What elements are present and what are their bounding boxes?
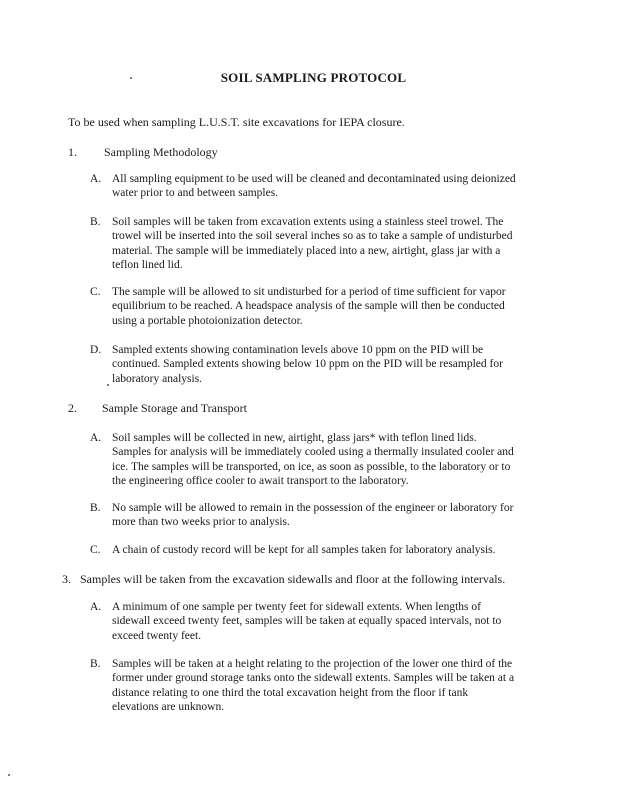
intro-text: To be used when sampling L.U.S.T. site excavations for IEPA closure. xyxy=(68,115,405,129)
item-line: Sampled extents showing contamination levels above 10 ppm on the PID will be xyxy=(112,344,484,356)
item-line: elevations are unknown. xyxy=(112,701,225,714)
item-line: more than two weeks prior to analysis. xyxy=(112,516,290,529)
section-title: Sample Storage and Transport xyxy=(102,401,247,415)
scan-speck xyxy=(8,774,10,776)
item-letter: B. xyxy=(90,502,101,514)
item-line: A minimum of one sample per twenty feet for sidewall extents. When lengths of xyxy=(112,601,481,613)
item-line: teflon lined lid. xyxy=(112,259,183,272)
item-letter: A. xyxy=(90,173,102,185)
section-number: 1. xyxy=(68,145,77,159)
item-letter: B. xyxy=(90,216,101,228)
scan-speck xyxy=(130,77,132,79)
item-line: A chain of custody record will be kept for all samples taken for laboratory analysis. xyxy=(112,544,496,556)
section-number: 2. xyxy=(68,401,77,415)
section-title: Samples will be taken from the excavation sidewalls and floor at the following intervals. xyxy=(80,572,506,586)
item-letter: B. xyxy=(90,658,101,670)
item-line: All sampling equipment to be used will be cleaned and decontaminated using deionized xyxy=(112,173,516,185)
item-line: No sample will be allowed to remain in the possession of the engineer or laboratory for xyxy=(112,502,514,514)
item-line: equilibrium to be reached. A headspace analysis of the sample will then be conducted xyxy=(112,300,505,313)
document-title: SOIL SAMPLING PROTOCOL xyxy=(220,70,407,85)
item-line: Samples for analysis will be immediately cooled using a thermally insulated cooler and xyxy=(112,446,514,459)
item-line: Samples will be taken at a height relating to the projection of the lower one third of the xyxy=(112,658,513,670)
item-letter: A. xyxy=(90,432,102,444)
item-line: ice. The samples will be transported, on ice, as soon as possible, to the laboratory or to xyxy=(112,460,511,473)
item-line: material. The sample will be immediately placed into a new, airtight, glass jar with a xyxy=(112,244,501,257)
item-letter: C. xyxy=(90,544,101,556)
scan-speck xyxy=(107,384,109,386)
item-line: continued. Sampled extents showing below 10 ppm on the PID will be resampled for xyxy=(112,358,503,371)
section-number: 3. xyxy=(62,572,71,586)
item-line: using a portable photoionization detector. xyxy=(112,314,303,327)
item-letter: C. xyxy=(90,286,101,298)
item-line: Soil samples will be taken from excavation extents using a stainless steel trowel. The xyxy=(112,216,504,228)
item-line: the engineering office cooler to await transport to the laboratory. xyxy=(112,475,409,488)
item-line: trowel will be inserted into the soil several inches so as to take a sample of undisturbed xyxy=(112,230,513,243)
section-1-heading xyxy=(68,145,608,161)
section-2-heading xyxy=(68,401,608,417)
item-line: The sample will be allowed to sit undisturbed for a period of time sufficient for vapor xyxy=(112,286,506,298)
item-letter: D. xyxy=(90,344,102,356)
item-letter: A. xyxy=(90,601,102,613)
section-title: Sampling Methodology xyxy=(104,145,218,159)
section-3-heading xyxy=(62,572,622,588)
item-line: exceed twenty feet. xyxy=(112,629,202,642)
item-line: water prior to and between samples. xyxy=(112,187,279,200)
item-line: laboratory analysis. xyxy=(112,372,203,385)
item-line: sidewall exceed twenty feet, samples will be taken at equally spaced intervals, not to xyxy=(112,615,502,628)
item-line: Soil samples will be collected in new, airtight, glass jars* with teflon lined lids. xyxy=(112,432,477,444)
item-line: distance relating to one third the total excavation height from the floor if tank xyxy=(112,686,469,699)
item-line: former under ground storage tanks onto the sidewall extents. Samples will be taken at a xyxy=(112,672,515,685)
